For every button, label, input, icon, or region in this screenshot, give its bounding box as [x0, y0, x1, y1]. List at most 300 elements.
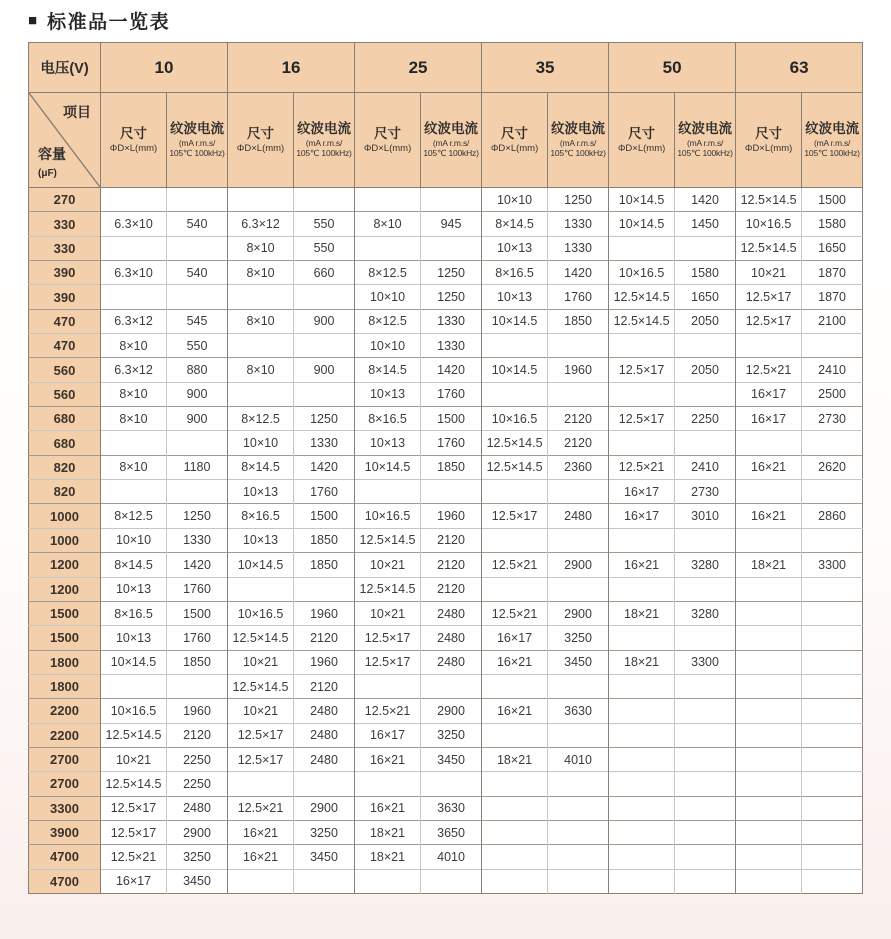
ripple-current-cell: 3280: [675, 553, 736, 577]
ripple-current-cell: 1500: [167, 601, 228, 625]
ripple-current-cell: [802, 699, 863, 723]
ripple-current-cell: [675, 796, 736, 820]
size-cell: [482, 820, 548, 844]
size-cell: [482, 796, 548, 820]
size-cell: 6.3×10: [101, 261, 167, 285]
ripple-current-cell: 1330: [294, 431, 355, 455]
ripple-current-cell: 2480: [294, 699, 355, 723]
size-cell: 18×21: [355, 845, 421, 869]
size-cell: 8×16.5: [482, 261, 548, 285]
ripple-current-cell: [294, 869, 355, 893]
ripple-current-cell: 2480: [294, 723, 355, 747]
size-cell: 8×14.5: [101, 553, 167, 577]
voltage-header-row: [29, 43, 863, 93]
ripple-current-cell: 3250: [294, 820, 355, 844]
capacity-cell: 330: [29, 212, 101, 236]
ripple-current-cell: 2050: [675, 358, 736, 382]
size-cell: [609, 528, 675, 552]
size-cell: [101, 674, 167, 698]
ripple-current-cell: 2900: [167, 820, 228, 844]
ripple-current-cell: [294, 772, 355, 796]
ripple-current-cell: 550: [294, 212, 355, 236]
ripple-current-cell: 2900: [421, 699, 482, 723]
size-cell: [736, 674, 802, 698]
ripple-current-cell: 2620: [802, 455, 863, 479]
table-row: [29, 650, 863, 674]
ripple-current-cell: 2480: [421, 650, 482, 674]
size-cell: 10×13: [228, 480, 294, 504]
ripple-current-cell: 3250: [167, 845, 228, 869]
ripple-current-cell: [675, 431, 736, 455]
ripple-current-cell: [294, 334, 355, 358]
ripple-current-cell: [548, 723, 609, 747]
size-cell: [736, 650, 802, 674]
ripple-current-cell: 1960: [294, 650, 355, 674]
ripple-current-cell: 550: [167, 334, 228, 358]
ripple-current-cell: 1960: [548, 358, 609, 382]
size-cell: [482, 674, 548, 698]
size-cell: 12.5×14.5: [228, 674, 294, 698]
capacity-cell: 1500: [29, 626, 101, 650]
ripple-current-cell: 1760: [294, 480, 355, 504]
ripple-current-cell: 540: [167, 261, 228, 285]
size-cell: 10×10: [355, 334, 421, 358]
size-cell: [609, 869, 675, 893]
ripple-current-cell: 2120: [548, 407, 609, 431]
table-row: [29, 358, 863, 382]
ripple-current-cell: 1330: [421, 334, 482, 358]
capacity-cell: 1800: [29, 674, 101, 698]
size-column-header: 尺寸 ΦD×L(mm): [355, 93, 421, 188]
size-cell: [355, 674, 421, 698]
size-cell: 12.5×14.5: [482, 431, 548, 455]
ripple-current-cell: 1760: [167, 577, 228, 601]
size-cell: 12.5×17: [355, 626, 421, 650]
size-cell: 10×13: [228, 528, 294, 552]
size-cell: 12.5×14.5: [609, 285, 675, 309]
ripple-current-cell: [802, 601, 863, 625]
ripple-current-column-header: 纹波电流 (mA r.m.s/ 105℃ 100kHz): [421, 93, 482, 188]
ripple-current-cell: 2050: [675, 309, 736, 333]
size-cell: 10×16.5: [609, 261, 675, 285]
ripple-current-cell: 2410: [802, 358, 863, 382]
ripple-current-cell: 2480: [548, 504, 609, 528]
ripple-current-cell: 2900: [548, 601, 609, 625]
size-cell: 12.5×17: [355, 650, 421, 674]
size-cell: [101, 431, 167, 455]
size-cell: 10×14.5: [609, 212, 675, 236]
ripple-current-cell: 540: [167, 212, 228, 236]
ripple-current-cell: [421, 188, 482, 212]
capacity-cell: 560: [29, 382, 101, 406]
ripple-current-cell: 3300: [802, 553, 863, 577]
ripple-current-cell: 2360: [548, 455, 609, 479]
ripple-current-column-header: 纹波电流 (mA r.m.s/ 105℃ 100kHz): [294, 93, 355, 188]
size-cell: 8×10: [101, 455, 167, 479]
capacity-cell: 680: [29, 407, 101, 431]
ripple-current-cell: [167, 188, 228, 212]
table-row: [29, 577, 863, 601]
size-cell: 16×21: [228, 845, 294, 869]
capacity-cell: 1000: [29, 504, 101, 528]
size-cell: [736, 626, 802, 650]
ripple-current-cell: [675, 528, 736, 552]
capacity-cell: 3300: [29, 796, 101, 820]
size-cell: [736, 528, 802, 552]
ripple-current-cell: 1420: [548, 261, 609, 285]
ripple-current-cell: 1960: [167, 699, 228, 723]
voltage-header-25: 25: [355, 43, 482, 93]
size-cell: 16×21: [482, 650, 548, 674]
ripple-current-column-header: 纹波电流 (mA r.m.s/ 105℃ 100kHz): [548, 93, 609, 188]
size-cell: [736, 747, 802, 771]
size-cell: 8×16.5: [228, 504, 294, 528]
voltage-header-16: 16: [228, 43, 355, 93]
size-cell: [228, 188, 294, 212]
ripple-current-cell: [802, 723, 863, 747]
page-title: [28, 7, 170, 34]
size-cell: 10×13: [355, 431, 421, 455]
size-cell: 8×10: [228, 261, 294, 285]
size-cell: 8×10: [101, 334, 167, 358]
size-cell: [609, 382, 675, 406]
ripple-current-cell: [548, 528, 609, 552]
size-cell: [736, 480, 802, 504]
ripple-current-column-header: 纹波电流 (mA r.m.s/ 105℃ 100kHz): [167, 93, 228, 188]
table-row: [29, 382, 863, 406]
ripple-current-cell: 3300: [675, 650, 736, 674]
ripple-current-cell: [548, 577, 609, 601]
ripple-current-cell: 1500: [802, 188, 863, 212]
size-cell: 6.3×10: [101, 212, 167, 236]
ripple-current-cell: 1580: [802, 212, 863, 236]
capacity-cell: 270: [29, 188, 101, 212]
size-cell: 10×21: [355, 553, 421, 577]
ripple-current-cell: 1650: [802, 236, 863, 260]
size-cell: 10×13: [482, 236, 548, 260]
size-cell: [736, 796, 802, 820]
size-cell: [482, 772, 548, 796]
capacity-cell: 2700: [29, 747, 101, 771]
size-cell: 12.5×17: [482, 504, 548, 528]
size-cell: 12.5×14.5: [736, 188, 802, 212]
size-cell: 10×10: [101, 528, 167, 552]
ripple-current-cell: [802, 480, 863, 504]
size-cell: 12.5×14.5: [609, 309, 675, 333]
table-row: [29, 236, 863, 260]
ripple-current-cell: 1850: [294, 553, 355, 577]
ripple-current-cell: [294, 188, 355, 212]
size-cell: 12.5×21: [609, 455, 675, 479]
size-cell: 8×12.5: [355, 261, 421, 285]
size-cell: 8×12.5: [355, 309, 421, 333]
size-cell: 12.5×21: [736, 358, 802, 382]
ripple-current-cell: [294, 382, 355, 406]
capacity-cell: 3900: [29, 820, 101, 844]
size-cell: [609, 845, 675, 869]
size-cell: 10×10: [355, 285, 421, 309]
size-cell: 12.5×17: [609, 407, 675, 431]
size-column-header: 尺寸 ΦD×L(mm): [609, 93, 675, 188]
ripple-current-cell: [675, 845, 736, 869]
ripple-current-cell: [294, 577, 355, 601]
voltage-header-35: 35: [482, 43, 609, 93]
size-cell: 12.5×14.5: [101, 772, 167, 796]
ripple-current-cell: 4010: [421, 845, 482, 869]
ripple-current-cell: 2120: [548, 431, 609, 455]
ripple-current-cell: [548, 334, 609, 358]
size-cell: 18×21: [609, 601, 675, 625]
size-column-header: 尺寸 ΦD×L(mm): [736, 93, 802, 188]
capacity-cell: 470: [29, 334, 101, 358]
capacity-cell: 1500: [29, 601, 101, 625]
ripple-current-column-header: 纹波电流 (mA r.m.s/ 105℃ 100kHz): [675, 93, 736, 188]
ripple-current-cell: [675, 626, 736, 650]
ripple-current-cell: [802, 431, 863, 455]
table-row: [29, 455, 863, 479]
size-cell: [482, 334, 548, 358]
capacity-cell: 820: [29, 480, 101, 504]
ripple-current-cell: [802, 772, 863, 796]
size-column-header: 尺寸 ΦD×L(mm): [228, 93, 294, 188]
ripple-current-cell: 2480: [294, 747, 355, 771]
size-cell: [609, 820, 675, 844]
size-cell: 16×21: [482, 699, 548, 723]
ripple-current-cell: 1450: [675, 212, 736, 236]
size-cell: 10×14.5: [482, 309, 548, 333]
ripple-current-cell: 1420: [421, 358, 482, 382]
size-cell: 12.5×21: [482, 601, 548, 625]
size-cell: [482, 382, 548, 406]
capacity-cell: 2700: [29, 772, 101, 796]
ripple-current-cell: 3650: [421, 820, 482, 844]
ripple-current-cell: [548, 480, 609, 504]
ripple-current-cell: 1250: [167, 504, 228, 528]
ripple-current-cell: 1500: [421, 407, 482, 431]
table-row: [29, 699, 863, 723]
title-text: 标准品一览表: [47, 12, 171, 33]
ripple-current-cell: [548, 845, 609, 869]
size-cell: [355, 236, 421, 260]
capacity-cell: 2200: [29, 699, 101, 723]
size-cell: 6.3×12: [101, 358, 167, 382]
size-cell: 10×13: [101, 577, 167, 601]
size-cell: 16×17: [609, 480, 675, 504]
size-cell: 8×10: [101, 407, 167, 431]
ripple-current-cell: 2900: [548, 553, 609, 577]
size-cell: 12.5×21: [228, 796, 294, 820]
size-cell: 16×21: [736, 455, 802, 479]
ripple-current-cell: 1760: [421, 431, 482, 455]
size-cell: 10×13: [101, 626, 167, 650]
capacity-cell: 4700: [29, 845, 101, 869]
table-row: [29, 309, 863, 333]
size-cell: [101, 236, 167, 260]
ripple-current-cell: 1330: [421, 309, 482, 333]
size-cell: 16×17: [482, 626, 548, 650]
table-row: [29, 747, 863, 771]
size-cell: 16×21: [355, 796, 421, 820]
size-cell: 8×10: [355, 212, 421, 236]
table-row: [29, 820, 863, 844]
subheader-row: [29, 93, 863, 188]
size-cell: 12.5×14.5: [101, 723, 167, 747]
size-cell: [736, 845, 802, 869]
capacity-cell: 2200: [29, 723, 101, 747]
ripple-current-cell: 2120: [421, 553, 482, 577]
ripple-current-cell: 2500: [802, 382, 863, 406]
table-row: [29, 407, 863, 431]
size-cell: 10×13: [355, 382, 421, 406]
ripple-current-cell: 2730: [675, 480, 736, 504]
corner-header-cell: [29, 93, 101, 188]
size-cell: 8×10: [228, 358, 294, 382]
ripple-current-cell: 2250: [167, 772, 228, 796]
capacity-cell: 560: [29, 358, 101, 382]
standard-products-table: [28, 42, 863, 894]
ripple-current-cell: 1250: [294, 407, 355, 431]
table-row: [29, 188, 863, 212]
ripple-current-cell: 1850: [421, 455, 482, 479]
ripple-current-cell: 1420: [294, 455, 355, 479]
ripple-current-cell: 1760: [167, 626, 228, 650]
size-cell: [609, 577, 675, 601]
capacity-unit: (μF): [38, 167, 57, 179]
size-cell: 12.5×17: [101, 796, 167, 820]
size-cell: 10×13: [482, 285, 548, 309]
ripple-current-cell: 3280: [675, 601, 736, 625]
ripple-current-cell: [675, 334, 736, 358]
size-cell: 12.5×17: [228, 747, 294, 771]
size-cell: 8×14.5: [355, 358, 421, 382]
size-cell: 8×14.5: [228, 455, 294, 479]
ripple-current-column-header: 纹波电流 (mA r.m.s/ 105℃ 100kHz): [802, 93, 863, 188]
size-cell: 16×21: [355, 747, 421, 771]
ripple-current-cell: [675, 723, 736, 747]
size-cell: [228, 382, 294, 406]
voltage-header-50: 50: [609, 43, 736, 93]
size-cell: [482, 480, 548, 504]
ripple-current-cell: 3250: [421, 723, 482, 747]
size-cell: 10×14.5: [609, 188, 675, 212]
table-row: [29, 528, 863, 552]
size-cell: [609, 236, 675, 260]
ripple-current-cell: [802, 869, 863, 893]
capacity-cell: 330: [29, 236, 101, 260]
size-cell: [609, 796, 675, 820]
voltage-header-63: 63: [736, 43, 863, 93]
size-cell: [609, 674, 675, 698]
size-cell: [609, 747, 675, 771]
size-cell: 16×21: [736, 504, 802, 528]
ripple-current-cell: [802, 820, 863, 844]
size-cell: 12.5×14.5: [228, 626, 294, 650]
ripple-current-cell: [421, 480, 482, 504]
ripple-current-cell: 4010: [548, 747, 609, 771]
ripple-current-cell: [294, 285, 355, 309]
size-cell: [355, 772, 421, 796]
size-cell: 10×16.5: [736, 212, 802, 236]
table-row: [29, 553, 863, 577]
size-cell: [736, 869, 802, 893]
table-row: [29, 212, 863, 236]
size-cell: [736, 577, 802, 601]
ripple-current-cell: 1650: [675, 285, 736, 309]
size-cell: 8×10: [101, 382, 167, 406]
size-cell: 10×10: [482, 188, 548, 212]
ripple-current-cell: 1330: [548, 236, 609, 260]
size-cell: 8×10: [228, 309, 294, 333]
ripple-current-cell: 660: [294, 261, 355, 285]
ripple-current-cell: [802, 577, 863, 601]
table-row: [29, 626, 863, 650]
size-cell: [228, 869, 294, 893]
ripple-current-cell: [548, 674, 609, 698]
size-column-header: 尺寸 ΦD×L(mm): [101, 93, 167, 188]
table-row: [29, 869, 863, 893]
ripple-current-cell: [167, 431, 228, 455]
ripple-current-cell: 900: [167, 407, 228, 431]
ripple-current-cell: [548, 772, 609, 796]
ripple-current-cell: 2480: [167, 796, 228, 820]
ripple-current-cell: 2480: [421, 601, 482, 625]
ripple-current-cell: 2120: [294, 674, 355, 698]
ripple-current-cell: [675, 236, 736, 260]
size-cell: [609, 626, 675, 650]
size-cell: 8×16.5: [355, 407, 421, 431]
size-cell: 10×14.5: [101, 650, 167, 674]
ripple-current-cell: 3450: [548, 650, 609, 674]
capacity-word: 容量: [38, 146, 66, 163]
size-cell: 10×10: [228, 431, 294, 455]
capacity-cell: 1200: [29, 577, 101, 601]
size-cell: 8×14.5: [482, 212, 548, 236]
size-cell: [482, 577, 548, 601]
ripple-current-cell: [167, 480, 228, 504]
ripple-current-cell: 1960: [421, 504, 482, 528]
size-cell: [228, 577, 294, 601]
size-cell: 10×14.5: [355, 455, 421, 479]
size-cell: 18×21: [736, 553, 802, 577]
ripple-current-cell: 1760: [548, 285, 609, 309]
size-cell: 10×16.5: [228, 601, 294, 625]
voltage-label-cell: 电压(V): [29, 43, 101, 93]
size-cell: 8×12.5: [228, 407, 294, 431]
ripple-current-cell: [675, 820, 736, 844]
capacity-cell: 680: [29, 431, 101, 455]
size-cell: 12.5×14.5: [355, 577, 421, 601]
table-row: [29, 261, 863, 285]
ripple-current-cell: 3450: [167, 869, 228, 893]
size-cell: [482, 723, 548, 747]
size-cell: 18×21: [609, 650, 675, 674]
ripple-current-cell: [675, 382, 736, 406]
size-cell: 12.5×17: [609, 358, 675, 382]
ripple-current-cell: [802, 674, 863, 698]
ripple-current-cell: 2120: [167, 723, 228, 747]
size-cell: 10×21: [355, 601, 421, 625]
ripple-current-cell: 1960: [294, 601, 355, 625]
ripple-current-cell: [167, 674, 228, 698]
ripple-current-cell: [421, 674, 482, 698]
ripple-current-cell: 1420: [167, 553, 228, 577]
ripple-current-cell: [675, 747, 736, 771]
size-cell: [609, 772, 675, 796]
size-cell: [482, 528, 548, 552]
size-cell: 18×21: [482, 747, 548, 771]
size-cell: 6.3×12: [228, 212, 294, 236]
corner-item-label: 项目: [63, 104, 91, 120]
